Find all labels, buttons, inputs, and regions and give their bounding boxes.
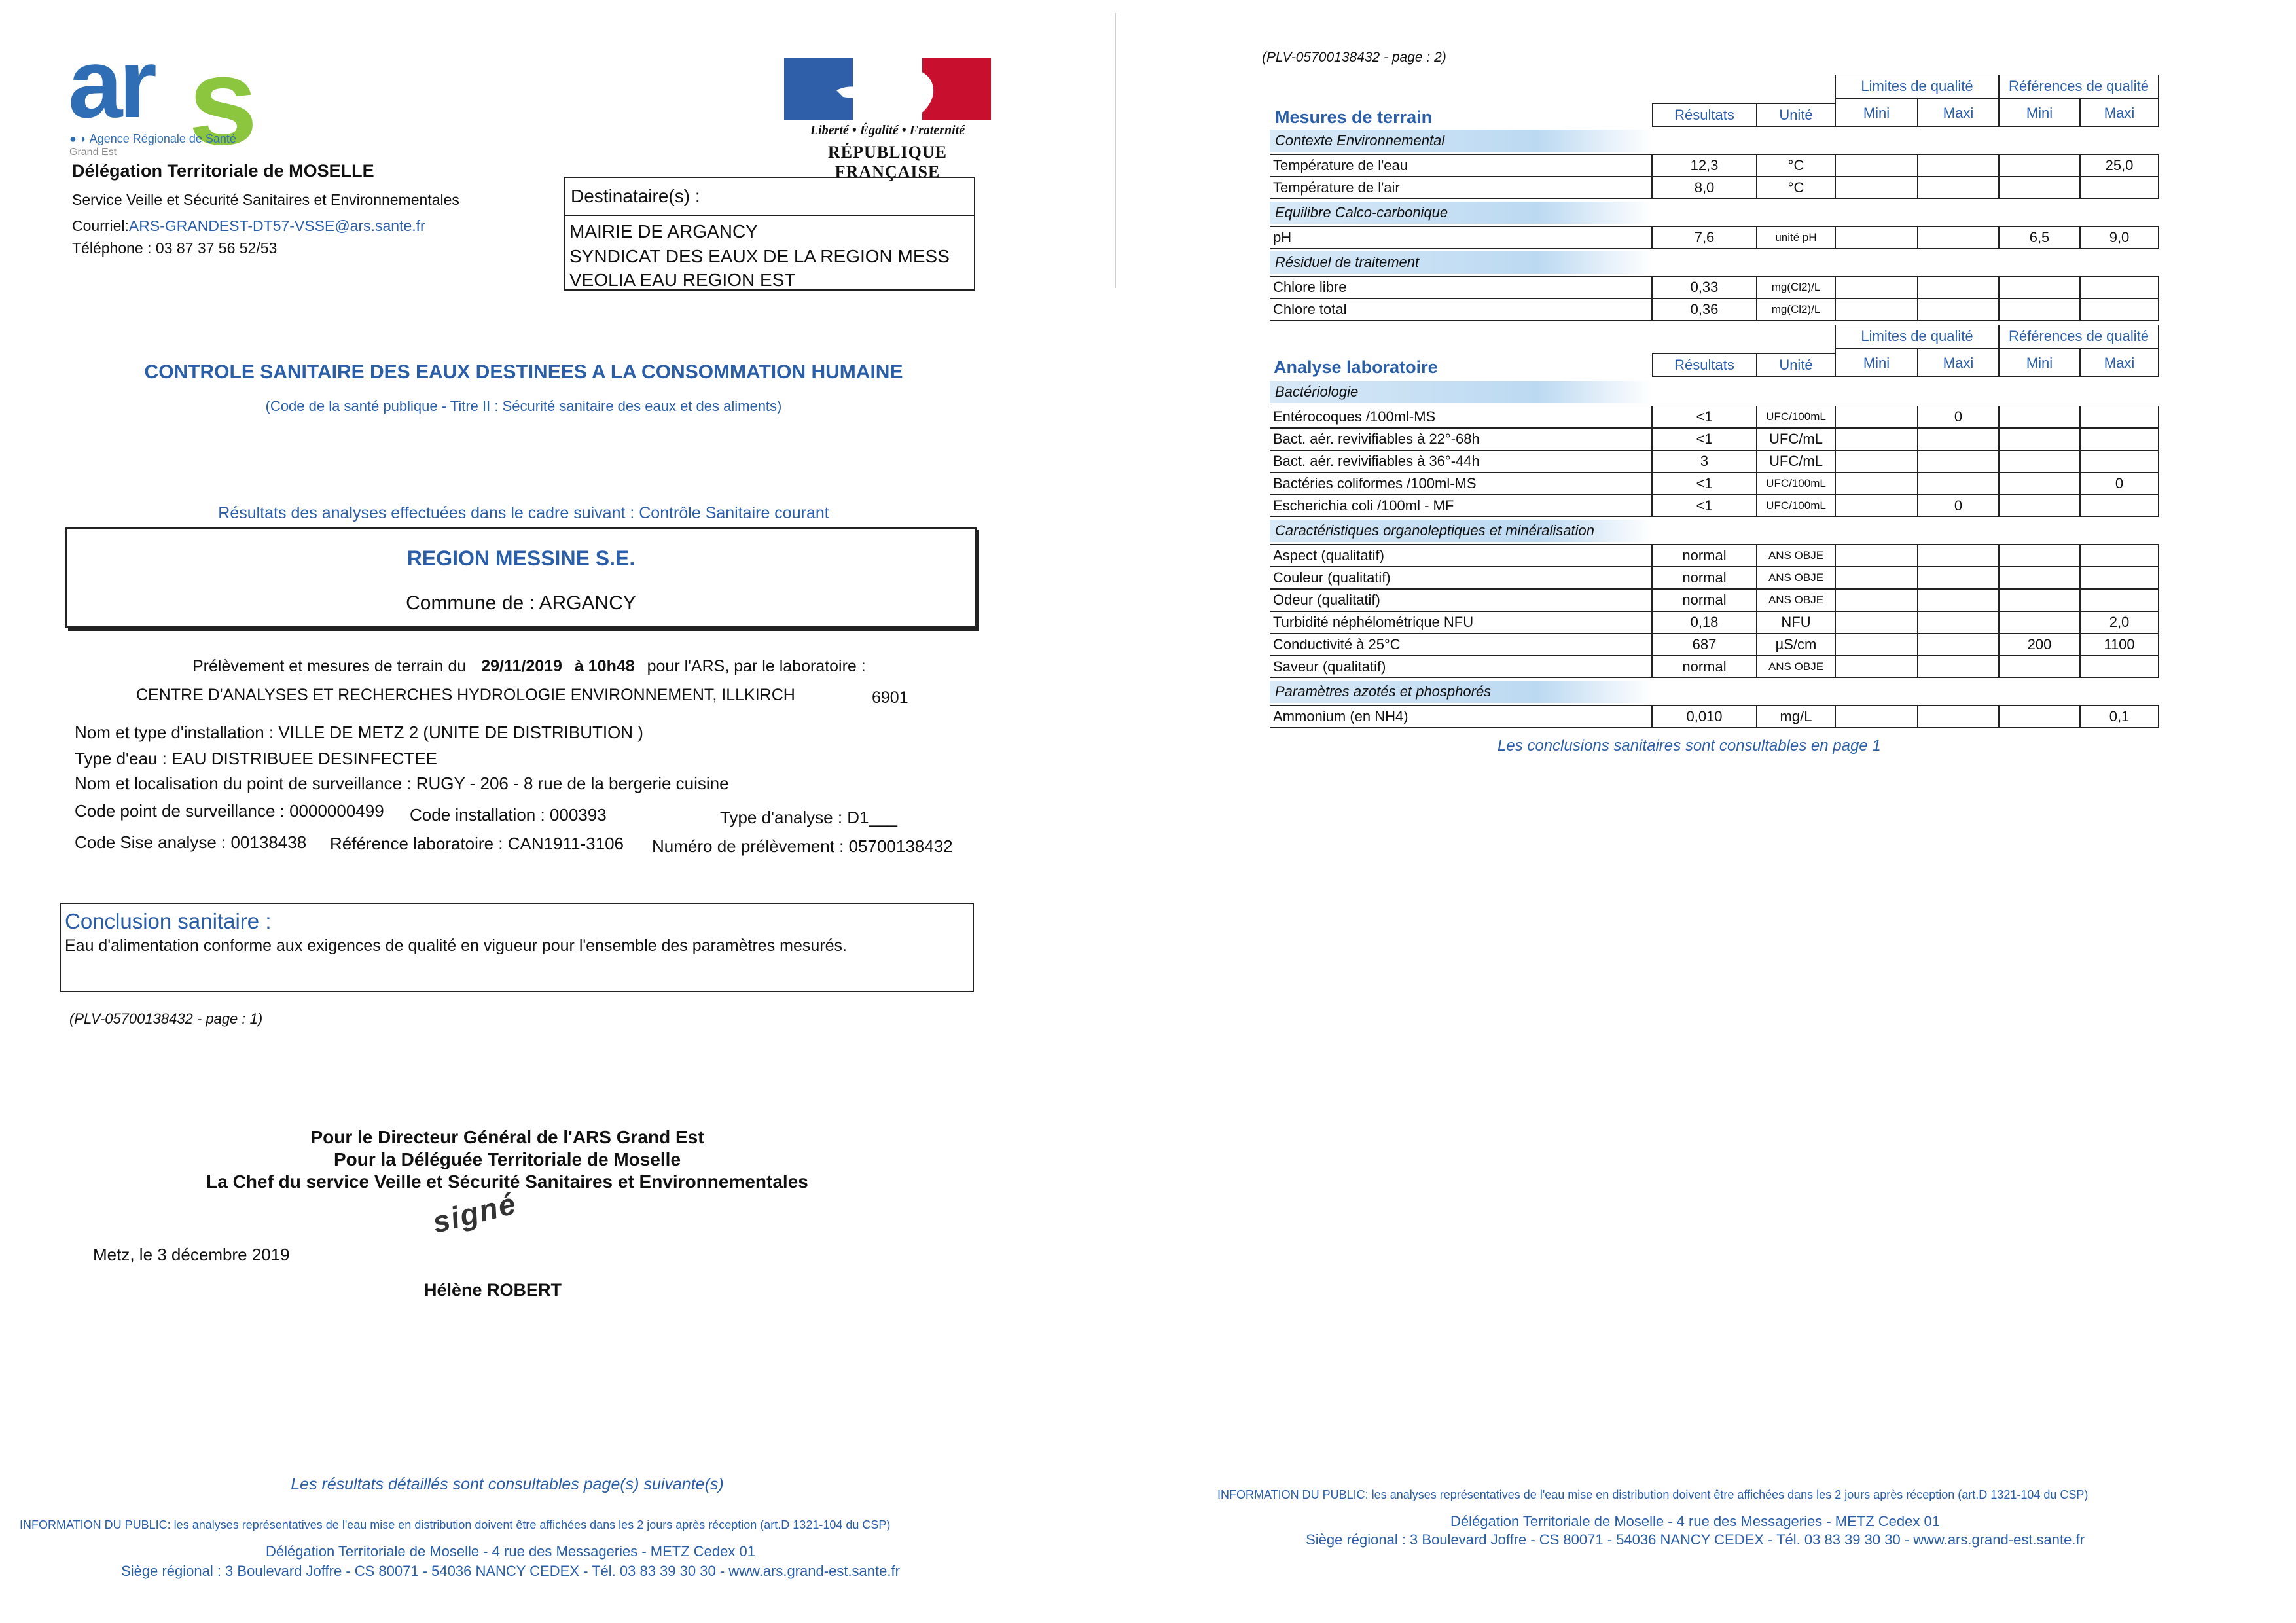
republic-name: RÉPUBLIQUE FRANÇAISE <box>828 143 947 181</box>
signatory-name: Hélène ROBERT <box>424 1280 562 1300</box>
table-row-param: Aspect (qualitatif) <box>1270 544 1652 567</box>
marianne-logo <box>784 58 991 181</box>
table-cell-result: 0,36 <box>1652 298 1757 321</box>
table-cell-lim-max: 0 <box>1918 406 1999 428</box>
footer-public-info: INFORMATION DU PUBLIC: les analyses représentatives de l'eau mise en distribution doivent être affichées dans les 2 jours après réception (art.D 1321-104 du CSP) <box>20 1518 891 1531</box>
table-cell-lim-min <box>1835 633 1918 656</box>
table-cell-ref-min <box>1999 298 2080 321</box>
lab-code: 6901 <box>872 688 908 707</box>
table-cell-unit: mg(Cl2)/L <box>1757 298 1835 321</box>
region-name: REGION MESSINE S.E. <box>406 546 636 570</box>
table-cell-ref-min <box>1999 406 2080 428</box>
table-cell-lim-max <box>1918 298 1999 321</box>
table-cell-result: 0,18 <box>1652 611 1757 633</box>
refs-maxi-header: Maxi <box>2080 348 2159 377</box>
table-cell-ref-min <box>1999 276 2080 298</box>
footer-address-2: Siège régional : 3 Boulevard Joffre - CS 80071 - 54036 NANCY CEDEX - Tél. 03 83 39 30 30 - www.ars.grand-est.sante.fr <box>121 1563 900 1579</box>
table-cell-unit: NFU <box>1757 611 1835 633</box>
table-cell-ref-min: 6,5 <box>1999 226 2080 249</box>
table-cell-result: normal <box>1652 589 1757 611</box>
table-cell-unit: UFC/mL <box>1757 428 1835 450</box>
sample-number: Numéro de prélèvement : 05700138432 <box>652 836 953 856</box>
table-cell-lim-max <box>1918 656 1999 678</box>
table-cell-unit: ANS OBJE <box>1757 656 1835 678</box>
sampling-time: à 10h48 <box>574 657 635 675</box>
table-cell-result: 8,0 <box>1652 177 1757 199</box>
table-cell-lim-min <box>1835 450 1918 473</box>
table-row-param: Bactéries coliformes /100ml-MS <box>1270 473 1652 495</box>
table-cell-ref-min <box>1999 705 2080 728</box>
table-cell-result: 12,3 <box>1652 154 1757 177</box>
results-header: Résultats <box>1652 353 1757 377</box>
field-section-title: Mesures de terrain <box>1275 107 1433 127</box>
ars-logo <box>68 28 264 171</box>
table-cell-ref-max: 0 <box>2080 473 2159 495</box>
results-header: Résultats <box>1652 103 1757 127</box>
table-cell-ref-min <box>1999 177 2080 199</box>
installation-line: Nom et type d'installation : VILLE DE METZ 2 (UNITE DE DISTRIBUTION ) <box>75 722 643 742</box>
page-reference: (PLV-05700138432 - page : 2) <box>1262 50 1446 65</box>
table-cell-lim-max <box>1918 226 1999 249</box>
table-cell-lim-min <box>1835 177 1918 199</box>
section-header: Caractéristiques organoleptiques et minéralisation <box>1270 520 1652 542</box>
email-line <box>72 217 425 235</box>
refs-header: Références de qualité <box>1999 75 2159 98</box>
table-cell-unit: UFC/mL <box>1757 450 1835 473</box>
unit-header: Unité <box>1757 103 1835 127</box>
table-row-param: pH <box>1270 226 1652 249</box>
recipient-item: VEOLIA EAU REGION EST <box>569 270 796 290</box>
ars-logo-s: s <box>188 32 258 171</box>
table-cell-lim-max <box>1918 154 1999 177</box>
refs-mini-header: Mini <box>1999 98 2080 127</box>
table-cell-result: <1 <box>1652 428 1757 450</box>
sampling-prefix: Prélèvement et mesures de terrain du <box>192 657 467 675</box>
table-row-param: Chlore libre <box>1270 276 1652 298</box>
ars-logo-letters: ar <box>68 28 153 138</box>
table-cell-lim-min <box>1835 544 1918 567</box>
table-cell-result: 3 <box>1652 450 1757 473</box>
table-cell-ref-min <box>1999 611 2080 633</box>
limits-mini-header: Mini <box>1835 348 1918 377</box>
section-header: Equilibre Calco-carbonique <box>1270 202 1652 224</box>
table-cell-lim-max <box>1918 276 1999 298</box>
table-cell-lim-min <box>1835 428 1918 450</box>
sampling-date: 29/11/2019 <box>481 657 562 675</box>
install-code: Code installation : 000393 <box>410 805 607 825</box>
table-cell-result: normal <box>1652 567 1757 589</box>
table-cell-result: <1 <box>1652 406 1757 428</box>
section-header: Résiduel de traitement <box>1270 251 1652 274</box>
page-reference: (PLV-05700138432 - page : 1) <box>69 1010 263 1027</box>
table-cell-lim-max <box>1918 473 1999 495</box>
service-name: Service Veille et Sécurité Sanitaires et Environnementales <box>72 191 459 208</box>
page-divider <box>1115 13 1116 288</box>
table-cell-result: <1 <box>1652 495 1757 517</box>
table-cell-unit: UFC/100mL <box>1757 473 1835 495</box>
refs-header: Références de qualité <box>1999 325 2159 348</box>
limits-maxi-header: Maxi <box>1918 98 1999 127</box>
signed-stamp: signé <box>429 1186 520 1240</box>
unit-header: Unité <box>1757 353 1835 377</box>
conclusion-box <box>60 903 974 992</box>
table-cell-unit: UFC/100mL <box>1757 495 1835 517</box>
table-cell-unit: mg/L <box>1757 705 1835 728</box>
limits-header: Limites de qualité <box>1835 75 1999 98</box>
table-row-param: Saveur (qualitatif) <box>1270 656 1652 678</box>
table-cell-ref-max: 1100 <box>2080 633 2159 656</box>
commune-name: Commune de : ARGANCY <box>406 592 636 614</box>
recipients-box <box>564 177 975 291</box>
lab-reference: Référence laboratoire : CAN1911-3106 <box>330 834 624 853</box>
table-cell-ref-max: 0,1 <box>2080 705 2159 728</box>
water-type-line: Type d'eau : EAU DISTRIBUEE DESINFECTEE <box>75 749 438 768</box>
table-cell-ref-min <box>1999 154 2080 177</box>
limits-maxi-header: Maxi <box>1918 348 1999 377</box>
section-header: Contexte Environnemental <box>1270 130 1652 152</box>
conclusion-text: Eau d'alimentation conforme aux exigences de qualité en vigueur pour l'ensemble des paramètres mesurés. <box>65 936 847 955</box>
table-cell-ref-max <box>2080 406 2159 428</box>
table-cell-lim-max <box>1918 589 1999 611</box>
footer-address-2: Siège régional : 3 Boulevard Joffre - CS 80071 - 54036 NANCY CEDEX - Tél. 03 83 39 30 30 - www.ars.grand-est.sante.fr <box>1306 1531 2085 1548</box>
table-row-param: Entérocoques /100ml-MS <box>1270 406 1652 428</box>
lab-name: CENTRE D'ANALYSES ET RECHERCHES HYDROLOGIE ENVIRONNEMENT, ILLKIRCH <box>136 686 795 704</box>
refs-mini-header: Mini <box>1999 348 2080 377</box>
table-cell-lim-min <box>1835 656 1918 678</box>
table-cell-lim-min <box>1835 298 1918 321</box>
table-cell-ref-max <box>2080 656 2159 678</box>
sampling-line <box>192 657 866 676</box>
table-cell-unit: ANS OBJE <box>1757 567 1835 589</box>
table-cell-ref-min <box>1999 495 2080 517</box>
region-box <box>65 527 977 628</box>
table-cell-lim-min <box>1835 226 1918 249</box>
limits-header: Limites de qualité <box>1835 325 1999 348</box>
table-cell-ref-min <box>1999 428 2080 450</box>
lab-section-title: Analyse laboratoire <box>1274 357 1438 377</box>
table-cell-lim-max <box>1918 428 1999 450</box>
table-cell-unit: °C <box>1757 177 1835 199</box>
table-cell-lim-min <box>1835 473 1918 495</box>
table-row-param: Escherichia coli /100ml - MF <box>1270 495 1652 517</box>
table-cell-lim-min <box>1835 495 1918 517</box>
table-cell-ref-max: 25,0 <box>2080 154 2159 177</box>
context-line: Résultats des analyses effectuées dans le cadre suivant : Contrôle Sanitaire courant <box>218 504 829 522</box>
section-header: Bactériologie <box>1270 381 1652 403</box>
table-cell-result: 0,33 <box>1652 276 1757 298</box>
table-cell-ref-max <box>2080 298 2159 321</box>
signature-line-3: La Chef du service Veille et Sécurité Sanitaires et Environnementales <box>206 1171 808 1192</box>
phone-line: Téléphone : 03 87 37 56 52/53 <box>72 240 278 257</box>
recipient-item: SYNDICAT DES EAUX DE LA REGION MESS <box>569 246 950 266</box>
signature-line-1: Pour le Directeur Général de l'ARS Grand Est <box>310 1127 704 1147</box>
table-cell-ref-min <box>1999 450 2080 473</box>
point-code: Code point de surveillance : 0000000499 <box>75 801 384 821</box>
sampling-suffix: pour l'ARS, par le laboratoire : <box>647 657 866 675</box>
table-row-param: Couleur (qualitatif) <box>1270 567 1652 589</box>
footer-public-info: INFORMATION DU PUBLIC: les analyses représentatives de l'eau mise en distribution doivent être affichées dans les 2 jours après réception (art.D 1321-104 du CSP) <box>1217 1488 2089 1501</box>
table-cell-lim-min <box>1835 154 1918 177</box>
republic-motto: Liberté • Égalité • Fraternité <box>810 123 965 137</box>
table-row-param: Température de l'air <box>1270 177 1652 199</box>
table-cell-ref-max <box>2080 589 2159 611</box>
analysis-type: Type d'analyse : D1___ <box>720 808 897 827</box>
table-cell-lim-max <box>1918 177 1999 199</box>
table-cell-unit: UFC/100mL <box>1757 406 1835 428</box>
refs-maxi-header: Maxi <box>2080 98 2159 127</box>
tricolor-flag-icon <box>784 58 991 120</box>
table-row-param: Turbidité néphélométrique NFU <box>1270 611 1652 633</box>
sise-code: Code Sise analyse : 00138438 <box>75 832 307 852</box>
document-subtitle: (Code de la santé publique - Titre II : Sécurité sanitaire des eaux et des aliments) <box>265 398 782 414</box>
table-row-param: Bact. aér. revivifiables à 22°-68h <box>1270 428 1652 450</box>
table-cell-lim-min <box>1835 567 1918 589</box>
table-cell-lim-max <box>1918 611 1999 633</box>
signature-line-2: Pour la Déléguée Territoriale de Moselle <box>333 1149 681 1169</box>
table-cell-unit: °C <box>1757 154 1835 177</box>
place-date: Metz, le 3 décembre 2019 <box>93 1245 290 1264</box>
table-cell-unit: ANS OBJE <box>1757 544 1835 567</box>
table-cell-lim-min <box>1835 406 1918 428</box>
table-cell-unit: ANS OBJE <box>1757 589 1835 611</box>
table-cell-ref-max: 2,0 <box>2080 611 2159 633</box>
table-cell-lim-min <box>1835 276 1918 298</box>
table-cell-ref-max: 9,0 <box>2080 226 2159 249</box>
table-cell-lim-max <box>1918 567 1999 589</box>
table-cell-unit: unité pH <box>1757 226 1835 249</box>
table-cell-result: 0,010 <box>1652 705 1757 728</box>
table-cell-ref-max <box>2080 177 2159 199</box>
table-cell-lim-min <box>1835 611 1918 633</box>
delegation-title: Délégation Territoriale de MOSELLE <box>72 161 374 181</box>
table-cell-ref-max <box>2080 495 2159 517</box>
table-cell-lim-min <box>1835 705 1918 728</box>
email-link[interactable]: ARS-GRANDEST-DT57-VSSE@ars.sante.fr <box>128 217 425 234</box>
table-cell-ref-min <box>1999 544 2080 567</box>
table-cell-result: normal <box>1652 656 1757 678</box>
table-cell-ref-min <box>1999 656 2080 678</box>
table-cell-result: <1 <box>1652 473 1757 495</box>
table-row-param: Conductivité à 25°C <box>1270 633 1652 656</box>
recipients-label: Destinataire(s) : <box>571 186 700 206</box>
footer-address-1: Délégation Territoriale de Moselle - 4 rue des Messageries - METZ Cedex 01 <box>266 1543 755 1560</box>
table-cell-result: 7,6 <box>1652 226 1757 249</box>
conclusions-note: Les conclusions sanitaires sont consultables en page 1 <box>1498 737 1881 755</box>
next-pages-note: Les résultats détaillés sont consultables page(s) suivante(s) <box>291 1475 724 1493</box>
table-cell-lim-max <box>1918 544 1999 567</box>
table-cell-ref-min <box>1999 567 2080 589</box>
email-label: Courriel: <box>72 217 129 234</box>
table-row-param: Chlore total <box>1270 298 1652 321</box>
table-cell-unit: µS/cm <box>1757 633 1835 656</box>
limits-mini-header: Mini <box>1835 98 1918 127</box>
table-cell-result: normal <box>1652 544 1757 567</box>
table-cell-result: 687 <box>1652 633 1757 656</box>
table-row-param: Odeur (qualitatif) <box>1270 589 1652 611</box>
table-cell-ref-max <box>2080 276 2159 298</box>
section-header: Paramètres azotés et phosphorés <box>1270 681 1652 703</box>
table-cell-lim-max <box>1918 633 1999 656</box>
table-cell-lim-max <box>1918 450 1999 473</box>
table-cell-unit: mg(Cl2)/L <box>1757 276 1835 298</box>
document-title: CONTROLE SANITAIRE DES EAUX DESTINEES A LA CONSOMMATION HUMAINE <box>144 361 903 383</box>
table-cell-ref-min <box>1999 473 2080 495</box>
table-cell-lim-max <box>1918 705 1999 728</box>
table-row-param: Température de l'eau <box>1270 154 1652 177</box>
table-cell-lim-min <box>1835 589 1918 611</box>
table-row-param: Ammonium (en NH4) <box>1270 705 1652 728</box>
table-cell-ref-max <box>2080 544 2159 567</box>
footer-address-1: Délégation Territoriale de Moselle - 4 rue des Messageries - METZ Cedex 01 <box>1450 1513 1940 1529</box>
location-line: Nom et localisation du point de surveillance : RUGY - 206 - 8 rue de la bergerie cuisine <box>75 774 729 793</box>
table-cell-ref-max <box>2080 567 2159 589</box>
ars-logo-tagline: ● ◗ Agence Régionale de Santé <box>69 132 236 145</box>
table-cell-ref-max <box>2080 428 2159 450</box>
conclusion-title: Conclusion sanitaire : <box>65 909 272 933</box>
table-cell-ref-min <box>1999 589 2080 611</box>
marianne-profile-icon <box>823 64 954 120</box>
table-row-param: Bact. aér. revivifiables à 36°-44h <box>1270 450 1652 473</box>
table-cell-lim-max: 0 <box>1918 495 1999 517</box>
table-cell-ref-min: 200 <box>1999 633 2080 656</box>
ars-logo-region: Grand Est <box>69 147 117 158</box>
table-cell-ref-max <box>2080 450 2159 473</box>
recipient-item: MAIRIE DE ARGANCY <box>569 221 758 241</box>
